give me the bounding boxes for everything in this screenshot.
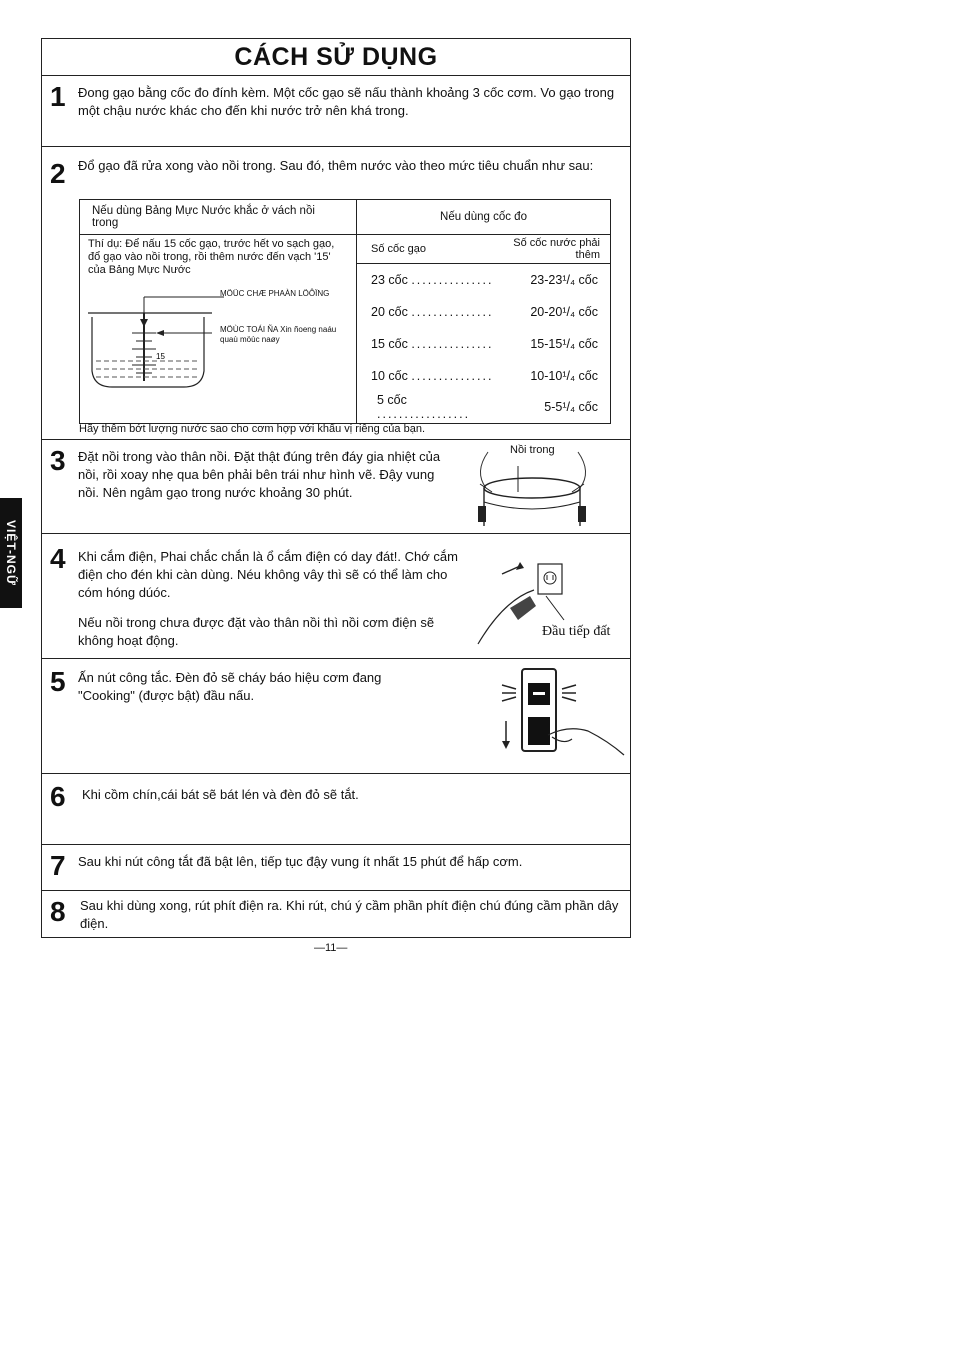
- example-cell: [80, 235, 357, 424]
- ground-plug-label: Đầu tiếp đất: [542, 624, 611, 639]
- step-2: [42, 147, 630, 440]
- step-text: Đong gạo bằng cốc đo đính kèm. Một cốc gạo sẽ nấu thành khoảng 3 cốc cơm. Vo gạo trong một chậu nước khác cho đến khi nước trở nên khá trong.: [78, 85, 615, 118]
- step-number: 7: [50, 850, 66, 881]
- table-row: 23 cốc ............... 23-23¹/₄ cốc: [80, 264, 611, 296]
- step-text: Đổ gạo đã rửa xong vào nồi trong. Sau đó, thêm nước vào theo mức tiêu chuẩn như sau:: [78, 158, 594, 173]
- step-1: [42, 76, 630, 147]
- example-text: Thí dụ: Để nấu 15 cốc gạo, trước hết vo sạch gạo, đổ gạo vào nồi trong, rồi thêm nước đến vạch '15' của Bảng Mực Nước: [88, 238, 335, 276]
- step-number: 3: [50, 445, 66, 476]
- gauge-mark-label: 15: [156, 352, 165, 361]
- step-text: Sau khi nút công tắt đã bật lên, tiếp tục đậy vung ít nhất 15 phút để hấp cơm.: [78, 854, 523, 869]
- col-water-header: Số cốc nước phải thêm: [497, 235, 611, 264]
- rice-cups: 5 cốc: [377, 393, 407, 408]
- step-6: [42, 774, 630, 845]
- water-cups: 23-23¹/₄ cốc: [497, 264, 611, 296]
- page-title: CÁCH SỬ DỤNG: [234, 43, 438, 71]
- step-text: Ấn nút công tắc. Đèn đỏ sẽ cháy báo hiệu cơm đang "Cooking" (được bật) đầu nấu.: [78, 670, 382, 703]
- rice-cups: 10 cốc: [371, 368, 408, 383]
- step-number: 5: [50, 666, 66, 697]
- step-7: [42, 845, 630, 891]
- col-rice-header: Số cốc gạo: [357, 235, 497, 264]
- step-5: [42, 659, 630, 774]
- water-cups: 10-10¹/₄ cốc: [497, 360, 611, 392]
- inner-pot-label: Nồi trong: [510, 444, 555, 456]
- rice-cups: 23 cốc: [371, 272, 408, 287]
- step-number: 2: [50, 158, 66, 189]
- left-header: Nếu dùng Bảng Mực Nước khắc ở vách nồi trong: [80, 200, 357, 235]
- switch-press-illustration: [488, 665, 628, 765]
- step-number: 1: [50, 81, 66, 112]
- step-3: [42, 440, 630, 534]
- instructions-frame: [41, 38, 631, 938]
- right-header: Nếu dùng cốc đo: [357, 200, 611, 235]
- table-row: 15 cốc ............... 15-15¹/₄ cốc: [80, 328, 611, 360]
- rice-cups: 15 cốc: [371, 336, 408, 351]
- step-text-2: Nếu nồi trong chưa được đặt vào thân nồi thì nồi cơm điện sẽ không hoạt động.: [78, 615, 435, 648]
- step-number: 6: [50, 781, 66, 812]
- language-tab: VIỆT-NGỮ: [0, 498, 22, 608]
- table-row: 10 cốc ............... 10-10¹/₄ cốc: [80, 360, 611, 392]
- step-text: Đặt nồi trong vào thân nồi. Đặt thật đúng trên đáy gia nhiệt của nồi, rồi xoay nhẹ qua bên phải bên trái như hình vẽ. Đậy vung nồi. Nên ngâm gạo trong nước khoảng 30 phút.: [78, 449, 441, 500]
- rice-cups: 20 cốc: [371, 304, 408, 319]
- title-row: [42, 39, 630, 76]
- page-number: —11—: [314, 942, 348, 954]
- step-text: Khi cắm điện, Phai chắc chắn là ổ cắm điện có day đát!. Chớ cắm điện cho đén khi càn dùng. Néu không vây thì sẽ có thể làm cho cóm hóng dúóc.: [78, 549, 458, 600]
- water-cups: 5-5¹/₄ cốc: [497, 392, 611, 424]
- table-note: Hãy thêm bớt lượng nước sao cho cơm hợp với khẩu vị riêng của bạn.: [79, 423, 425, 435]
- table-row: 5 cốc ................. 5-5¹/₄ cốc: [80, 392, 611, 424]
- step-4: [42, 534, 630, 659]
- water-cups: 15-15¹/₄ cốc: [497, 328, 611, 360]
- step-text: Sau khi dùng xong, rút phít điện ra. Khi rút, chú ý cầm phần phít điện chú đúng cầm phần dây điện.: [80, 898, 619, 931]
- water-level-table: [79, 199, 611, 424]
- step-8: [42, 891, 630, 937]
- water-cups: 20-20¹/₄ cốc: [497, 296, 611, 328]
- label-max-warning: MÖÙC TOÁI ÑA Xin ñoeng naáu quaù möùc naøy: [220, 325, 337, 344]
- table-row: 20 cốc ............... 20-20¹/₄ cốc: [80, 296, 611, 328]
- step-number: 8: [50, 896, 66, 927]
- step-text: Khi cồm chín,cái bát sẽ bát lén và đèn đỏ sẽ tắt.: [82, 787, 359, 802]
- label-max-line: MÖÜC CHÆ PHAÀN LÖÔÏNG: [220, 289, 330, 298]
- step-number: 4: [50, 543, 66, 574]
